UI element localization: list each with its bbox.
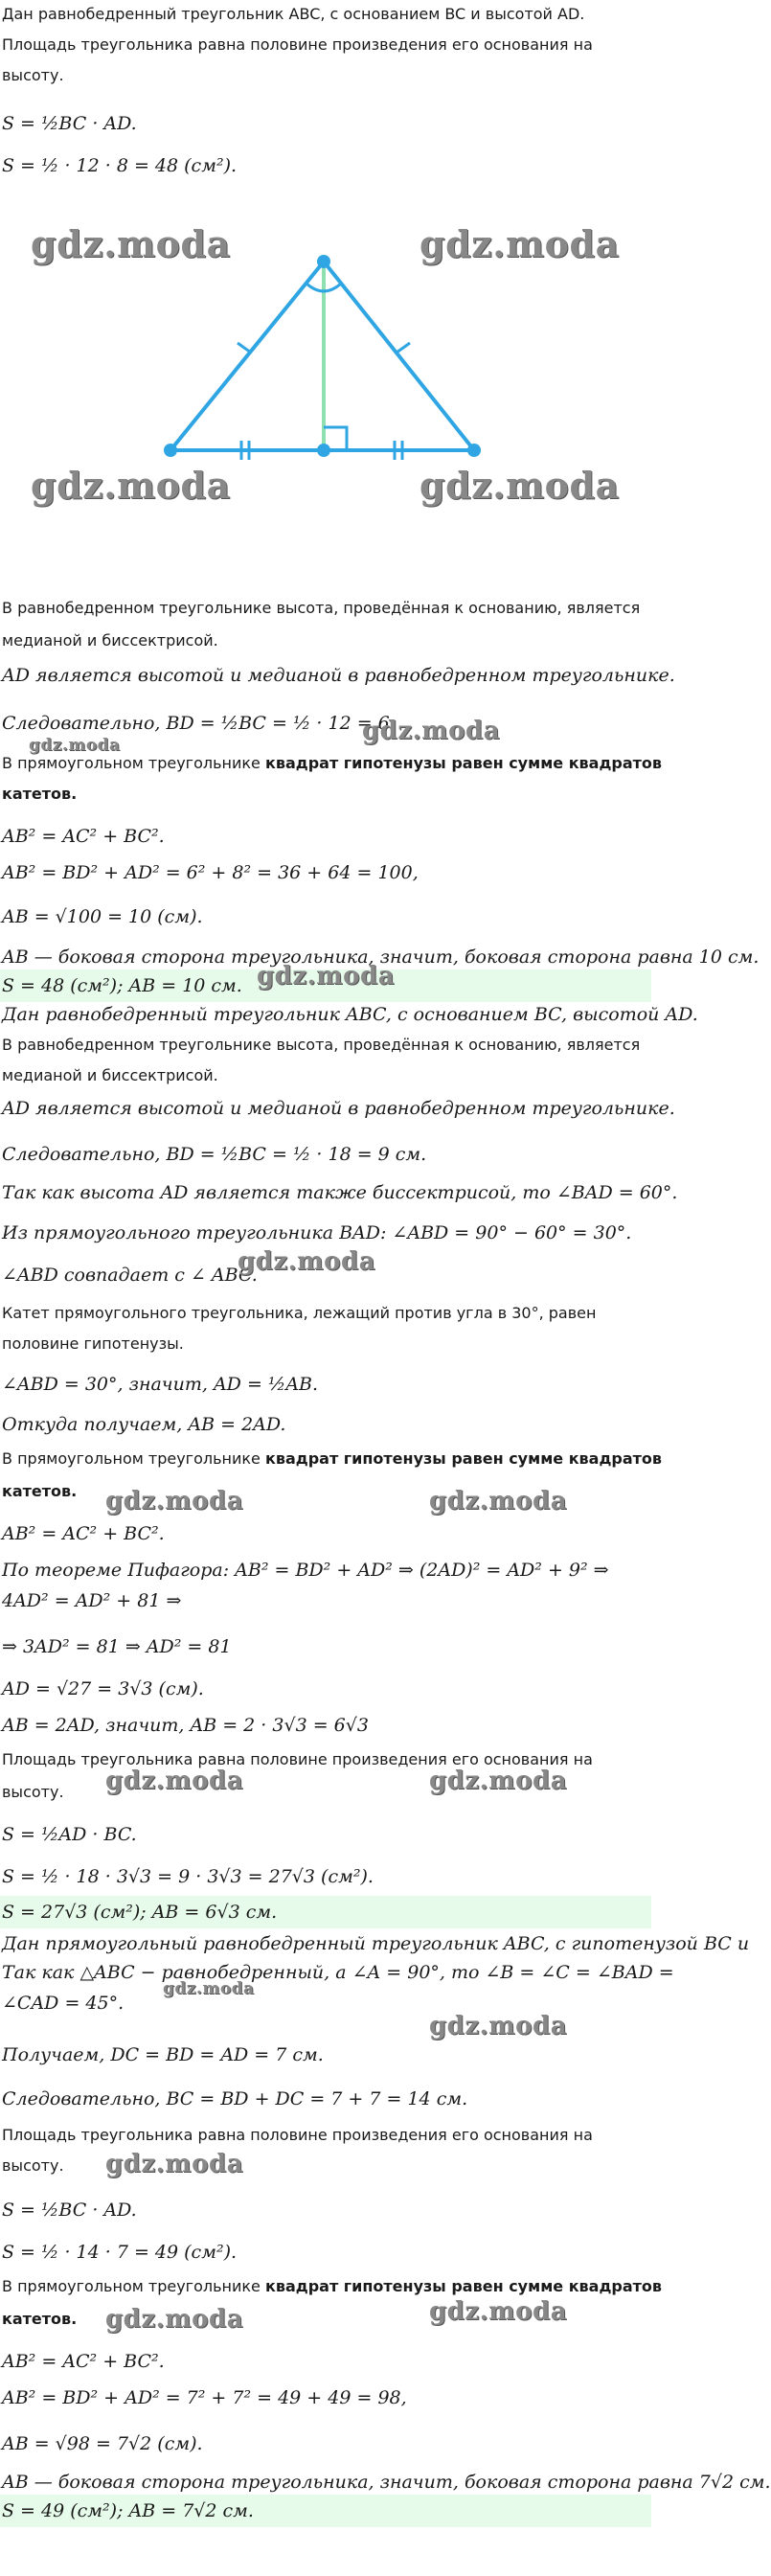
text-line: В прямоугольном треугольнике квадрат гипотенузы равен сумме квадратов xyxy=(2,2277,663,2295)
watermark: gdz.moda xyxy=(429,2297,568,2326)
text-line: Так как высота AD является также биссектрисой, то ∠BAD = 60°. xyxy=(2,1182,678,1203)
watermark: gdz.moda xyxy=(238,1247,376,1276)
text-line: Дан прямоугольный равнобедренный треугольник ABC, с гипотенузой BC и xyxy=(2,1933,750,1954)
text-line: половине гипотенузы. xyxy=(2,1334,184,1353)
formula: S = ½ · 12 · 8 = 48 (см²). xyxy=(2,155,238,176)
text-line: Дан равнобедренный треугольник ABC, с основанием BC, высотой AD. xyxy=(2,1004,698,1025)
formula: По теореме Пифагора: AB² = BD² + AD² ⇒ (2AD)² = AD² + 9² ⇒ xyxy=(2,1560,609,1581)
formula: AB = 2AD, значит, AB = 2 · 3√3 = 6√3 xyxy=(2,1715,369,1736)
text-line: В прямоугольном треугольнике квадрат гипотенузы равен сумме квадратов xyxy=(2,1449,663,1468)
watermark: gdz.moda xyxy=(105,1487,244,1516)
vertex-d xyxy=(317,444,330,457)
watermark: gdz.moda xyxy=(429,2012,568,2040)
formula: 4AD² = AD² + 81 ⇒ xyxy=(2,1590,182,1611)
formula: AB² = AC² + BC². xyxy=(2,2351,165,2372)
text-line: Получаем, DC = BD = AD = 7 см. xyxy=(2,2044,324,2065)
formula: ∠ABD = 30°, значит, AD = ½AB. xyxy=(2,1374,319,1395)
text-line: высоту. xyxy=(2,1783,64,1801)
text-line: медианой и биссектрисой. xyxy=(2,1066,218,1084)
vertex-b xyxy=(164,444,177,457)
text-line: катетов. xyxy=(2,785,78,803)
text-line: AD является высотой и медианой в равнобедренном треугольнике. xyxy=(2,1098,675,1119)
text-line: Площадь треугольника равна половине произведения его основания на xyxy=(2,2126,593,2144)
watermark: gdz.moda xyxy=(420,222,620,265)
answer: S = 48 (см²); AB = 10 см. xyxy=(2,975,242,996)
text-line: Откуда получаем, AB = 2AD. xyxy=(2,1414,286,1435)
watermark: gdz.moda xyxy=(31,222,231,265)
text-line: Следовательно, BC = BD + DC = 7 + 7 = 14 см. xyxy=(2,2088,468,2109)
text-line: Дан равнобедренный треугольник ABC, с основанием BC и высотой AD. xyxy=(2,5,585,23)
answer: S = 49 (см²); AB = 7√2 см. xyxy=(2,2500,254,2521)
text-line: высоту. xyxy=(2,2156,64,2175)
watermark: gdz.moda xyxy=(105,2150,244,2178)
side-ab xyxy=(170,262,324,450)
formula: S = ½ · 18 · 3√3 = 9 · 3√3 = 27√3 (см²). xyxy=(2,1866,374,1887)
text-line: Из прямоугольного треугольника BAD: ∠ABD = 90° − 60° = 30°. xyxy=(2,1222,632,1243)
text-line: В равнобедренном треугольнике высота, проведённая к основанию, является xyxy=(2,1036,641,1054)
text-line: Так как △ABC − равнобедренный, а ∠A = 90°, то ∠B = ∠C = ∠BAD = xyxy=(2,1962,674,1983)
formula: AD = √27 = 3√3 (см). xyxy=(2,1678,204,1699)
watermark: gdz.moda xyxy=(163,1979,255,1998)
text-line: медианой и биссектрисой. xyxy=(2,631,218,650)
tick-ab xyxy=(238,343,251,353)
text-line: Катет прямоугольного треугольника, лежащий против угла в 30°, равен xyxy=(2,1304,597,1322)
formula: S = ½ · 14 · 7 = 49 (см²). xyxy=(2,2242,238,2263)
formula: AB = √98 = 7√2 (см). xyxy=(2,2433,203,2454)
formula: AB = √100 = 10 (см). xyxy=(2,906,203,927)
vertex-a xyxy=(317,255,330,268)
text-line: Площадь треугольника равна половине произведения его основания на xyxy=(2,35,593,54)
watermark: gdz.moda xyxy=(257,962,396,991)
formula: S = ½BC · AD. xyxy=(2,113,137,134)
formula: Следовательно, BD = ½BC = ½ · 18 = 9 см. xyxy=(2,1144,427,1165)
side-ac xyxy=(324,262,474,450)
formula: AB² = BD² + AD² = 6² + 8² = 36 + 64 = 100, xyxy=(2,862,419,883)
text-line: В равнобедренном треугольнике высота, проведённая к основанию, является xyxy=(2,599,641,617)
formula: S = ½AD · BC. xyxy=(2,1824,137,1845)
text-line: ∠ABD совпадает с ∠ ABC. xyxy=(2,1265,258,1286)
formula: AB² = BD² + AD² = 7² + 7² = 49 + 49 = 98, xyxy=(2,2387,407,2408)
formula: S = ½BC · AD. xyxy=(2,2200,137,2221)
text-line: ∠CAD = 45°. xyxy=(2,1993,125,2014)
text-line: катетов. xyxy=(2,2310,78,2328)
watermark: gdz.moda xyxy=(362,717,501,745)
watermark: gdz.moda xyxy=(429,1487,568,1516)
answer: S = 27√3 (см²); AB = 6√3 см. xyxy=(2,1902,278,1923)
formula: Следовательно, BD = ½BC = ½ · 12 = 6. xyxy=(2,713,396,734)
text-line: AD является высотой и медианой в равнобедренном треугольнике. xyxy=(2,665,675,686)
text-line: В прямоугольном треугольнике квадрат гипотенузы равен сумме квадратов xyxy=(2,754,663,772)
tick-ac xyxy=(397,343,410,353)
watermark: gdz.moda xyxy=(420,464,620,507)
formula: AB² = AC² + BC². xyxy=(2,826,165,847)
formula: ⇒ 3AD² = 81 ⇒ AD² = 81 xyxy=(2,1636,232,1657)
watermark: gdz.moda xyxy=(429,1767,568,1795)
text-line: высоту. xyxy=(2,66,64,84)
watermark: gdz.moda xyxy=(105,1767,244,1795)
watermark: gdz.moda xyxy=(29,736,121,755)
watermark: gdz.moda xyxy=(31,464,231,507)
text-line: Площадь треугольника равна половине произведения его основания на xyxy=(2,1750,593,1768)
text-line: катетов. xyxy=(2,1482,78,1500)
watermark: gdz.moda xyxy=(105,2305,244,2334)
text-line: AB — боковая сторона треугольника, значит, боковая сторона равна 10 см. xyxy=(2,946,760,968)
text-line: AB — боковая сторона треугольника, значит, боковая сторона равна 7√2 см. xyxy=(2,2472,771,2493)
formula: AB² = AC² + BC². xyxy=(2,1523,165,1544)
vertex-c xyxy=(467,444,481,457)
